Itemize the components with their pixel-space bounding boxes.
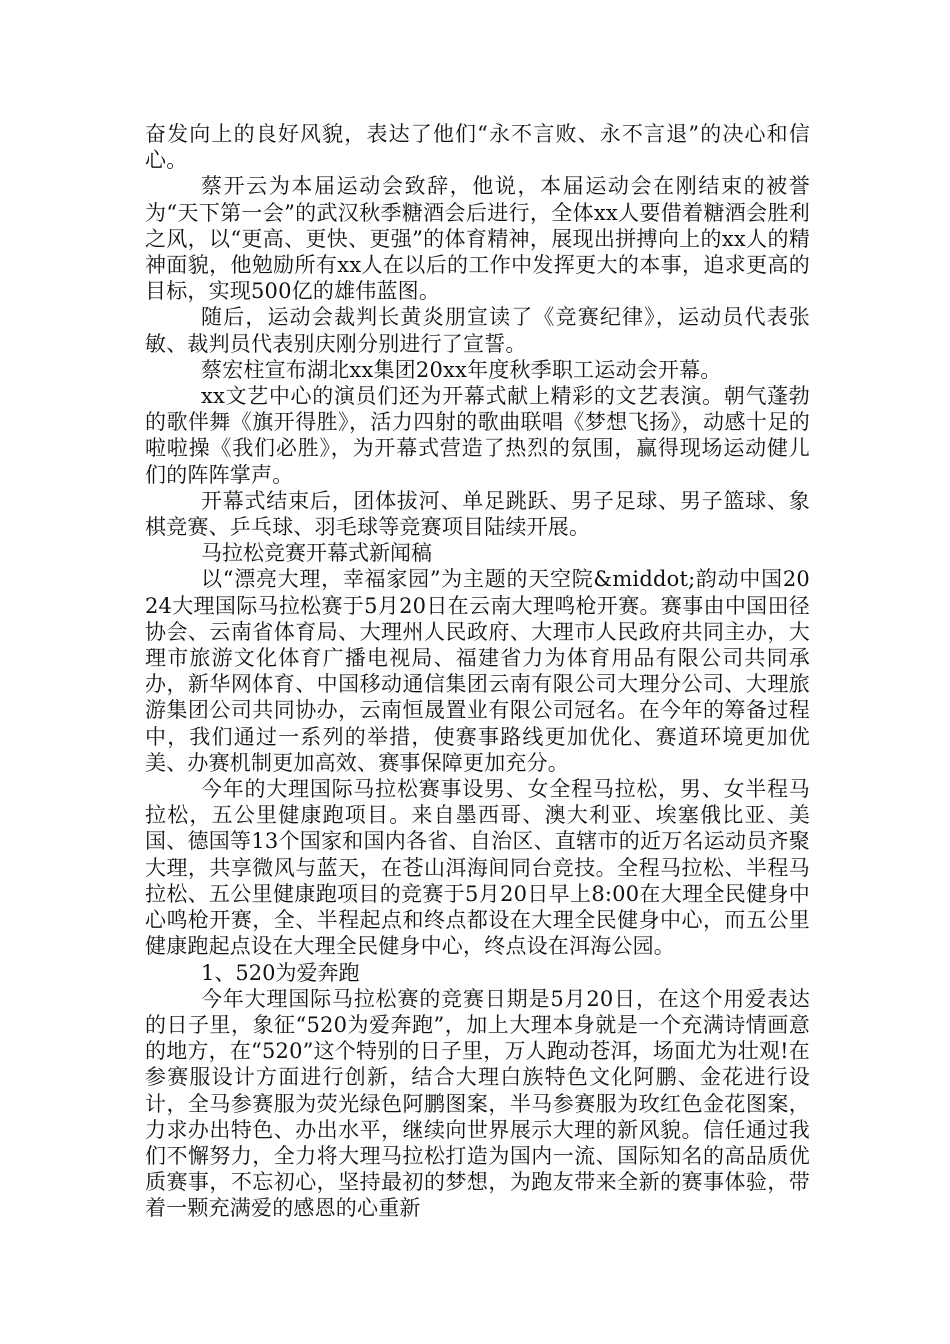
paragraph-1: 奋发向上的良好风貌，表达了他们“永不言败、永不言退”的决心和信心。: [145, 122, 810, 173]
paragraph-7: 以“漂亮大理，幸福家园”为主题的天空院&middot;韵动中国2024大理国际马拉松赛于5月20日在云南大理鸣枪开赛。赛事由中国田径协会、云南省体育局、大理州人民政府、大理市人民政府共同主办，大理市旅游文化体育广播电视局、福建省力为体育用品有限公司共同承办，新华网体育、中国移动通信集团云南有限公司大理分公司、大理旅游集团公司共同协办，云南恒晟置业有限公司冠名。在今年的筹备过程中，我们通过一系列的举措，使赛事路线更加优化、赛道环境更加优美、办赛机制更加高效、赛事保障更加充分。: [145, 567, 810, 775]
paragraph-3: 随后，运动会裁判长黄炎朋宣读了《竞赛纪律》，运动员代表张敏、裁判员代表别庆刚分别进行了宣誓。: [145, 305, 810, 356]
paragraph-8: 今年的大理国际马拉松赛事设男、女全程马拉松，男、女半程马拉松，五公里健康跑项目。来自墨西哥、澳大利亚、埃塞俄比亚、美国、德国等13个国家和国内各省、自治区、直辖市的近万名运动员齐聚大理，共享微风与蓝天，在苍山洱海间同台竞技。全程马拉松、半程马拉松、五公里健康跑项目的竞赛于5月20日早上8:00在大理全民健身中心鸣枪开赛，全、半程起点和终点都设在大理全民健身中心，而五公里健康跑起点设在大理全民健身中心，终点设在洱海公园。: [145, 777, 810, 959]
section-title-marathon: 马拉松竞赛开幕式新闻稿: [201, 541, 432, 566]
paragraph-9: 今年大理国际马拉松赛的竞赛日期是5月20日，在这个用爱表达的日子里，象征“520为爱奔跑”，加上大理本身就是一个充满诗情画意的地方，在“520”这个特别的日子里，万人跑动苍洱，场面尤为壮观!在参赛服设计方面进行创新，结合大理白族特色文化阿鹏、金花进行设计，全马参赛服为荧光绿色阿鹏图案，半马参赛服为玫红色金花图案，力求办出特色、办出水平，继续向世界展示大理的新风貌。信任通过我们不懈努力，全力将大理马拉松打造为国内一流、国际知名的高品质优质赛事，不忘初心，坚持最初的梦想，为跑友带来全新的赛事体验，带着一颗充满爱的感恩的心重新: [145, 986, 810, 1221]
document-page: [145, 121, 810, 1222]
paragraph-4: 蔡宏柱宣布湖北xx集团20xx年度秋季职工运动会开幕。: [201, 357, 722, 382]
paragraph-6: 开幕式结束后，团体拔河、单足跳跃、男子足球、男子篮球、象棋竞赛、乒乓球、羽毛球等竞赛项目陆续开展。: [145, 488, 810, 540]
subheading-520: 1、520为爱奔跑: [201, 960, 360, 985]
paragraph-5: xx文艺中心的演员们还为开幕式献上精彩的文艺表演。朝气蓬勃的歌伴舞《旗开得胜》，活力四射的歌曲联唱《梦想飞扬》，动感十足的啦啦操《我们必胜》，为开幕式营造了热烈的氛围，赢得现场运动健儿们的阵阵掌声。: [145, 384, 810, 487]
paragraph-2: 蔡开云为本届运动会致辞，他说，本届运动会在刚结束的被誉为“天下第一会”的武汉秋季糖酒会后进行，全体xx人要借着糖酒会胜利之风，以“更高、更快、更强”的体育精神，展现出拼搏向上的xx人的精神面貌，他勉励所有xx人在以后的工作中发挥更大的本事，追求更高的目标，实现500亿的雄伟蓝图。: [145, 174, 810, 304]
